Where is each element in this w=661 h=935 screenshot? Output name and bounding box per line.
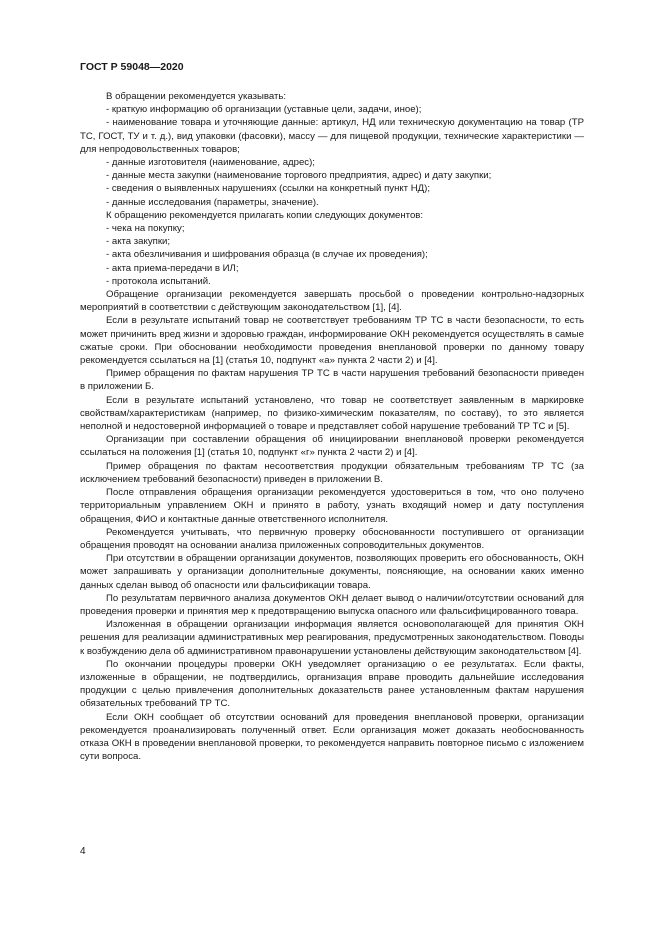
list-item: - акта закупки; — [106, 236, 171, 248]
paragraph: По результатам первичного анализа документов ОКН делает вывод о наличии/отсутствии оснований для проведения проверки и принятия мер к предотвращению выпуска опасного или фальсифицированного товара. — [80, 592, 584, 617]
list-item: - сведения о выявленных нарушениях (ссылки на конкретный пункт НД); — [106, 183, 431, 195]
list-item: - протокола испытаний. — [106, 275, 211, 287]
paragraph: После отправления обращения организации рекомендуется удостовериться в том, что оно получено территориальным управлением ОКН и принято в работу, узнать входящий номер и дату поступления обращения, ФИО и контактные данные ответственного исполнителя. — [80, 487, 584, 525]
list-item: - наименование товара и уточняющие данные: артикул, НД или техническую документацию на товар (ТР ТС, ГОСТ, ТУ и т. д.), вид упаковки (фасовки), массу — для пищевой продукции, технические характеристики — для непродовольственных товаров; — [80, 117, 584, 155]
paragraph: При отсутствии в обращении организации документов, позволяющих проверить его обоснованность, ОКН может запрашивать у организации дополнительные документы, поясняющие, на основании каких именно данных сделан вывод об опасности или фальсификации товара. — [80, 553, 584, 591]
document-body — [80, 90, 584, 763]
paragraph: Если ОКН сообщает об отсутствии оснований для проведения внеплановой проверки, организации рекомендуется проанализировать полученный ответ. Если организация может доказать необоснованность отказа ОКН в проведении внеплановой проверки, то рекомендуется направить повторное письмо с изложением сути вопроса. — [80, 711, 584, 763]
list-item: - данные изготовителя (наименование, адрес); — [106, 157, 315, 169]
paragraph: Обращение организации рекомендуется завершать просьбой о проведении контрольно-надзорных мероприятий в соответствии с действующим законодательством [1], [4]. — [80, 289, 584, 314]
document-header: ГОСТ Р 59048—2020 — [80, 61, 184, 73]
list-item: - краткую информацию об организации (уставные цели, задачи, иное); — [106, 104, 422, 116]
list-item: - акта приема-передачи в ИЛ; — [106, 262, 239, 274]
list-item: - акта обезличивания и шифрования образца (в случае их проведения); — [106, 249, 428, 261]
list-item: - данные места закупки (наименование торгового предприятия, адрес) и дату закупки; — [106, 170, 492, 182]
list-item: - данные исследования (параметры, значение). — [106, 196, 319, 208]
list-item: - чека на покупку; — [106, 223, 185, 235]
paragraph: По окончании процедуры проверки ОКН уведомляет организацию о ее результатах. Если факты, изложенные в обращении, не подтвердились, организация вправе проводить дальнейшие исследования продукции с целью привлечения дополнительных доказательств ранее установленным фактам нарушения обязательных требований ТР ТС. — [80, 658, 584, 710]
paragraph: Рекомендуется учитывать, что первичную проверку обоснованности поступившего от организации обращения проводят на основании анализа приложенных сопроводительных документов. — [80, 526, 584, 551]
paragraph: Пример обращения по фактам несоответствия продукции обязательным требованиям ТР ТС (за исключением требований безопасности) приведен в приложении В. — [80, 460, 584, 485]
paragraph: Если в результате испытаний товар не соответствует требованиям ТР ТС в части безопасности, то есть может причинить вред жизни и здоровью граждан, информирование ОКН рекомендуется осуществлять в самые сжатые сроки. При обосновании необходимости проведения внеплановой проверки по данному товару рекомендуется ссылаться на [1] (статья 10, подпункт «а» пункта 2 части 2) и [4]. — [80, 315, 584, 367]
paragraph: Изложенная в обращении организации информация является основополагающей для принятия ОКН решения для реализации административных мер реагирования, предусмотренных законодательством. Поводы к возбуждению дела об административном правонарушении установлены действующим законодательством [4]. — [80, 619, 584, 657]
paragraph: В обращении рекомендуется указывать: — [106, 91, 287, 102]
paragraph: Если в результате испытаний установлено, что товар не соответствует заявленным в маркировке свойствам/характеристикам (например, по физико-химическим показателям, по составу), то это является неполной и недостоверной информацией о товаре и представляет собой нарушение требований ТР ТС и [5]. — [80, 394, 584, 433]
page-number: 4 — [80, 846, 86, 857]
paragraph: К обращению рекомендуется прилагать копии следующих документов: — [106, 209, 424, 221]
paragraph: Пример обращения по фактам нарушения ТР ТС в части нарушения требований безопасности приведен в приложении Б. — [80, 368, 584, 393]
paragraph: Организации при составлении обращения об инициировании внеплановой проверки рекомендуется ссылаться на положения [1] (статья 10, подпункт «г» пункта 2 части 2) и [4]. — [80, 434, 584, 459]
